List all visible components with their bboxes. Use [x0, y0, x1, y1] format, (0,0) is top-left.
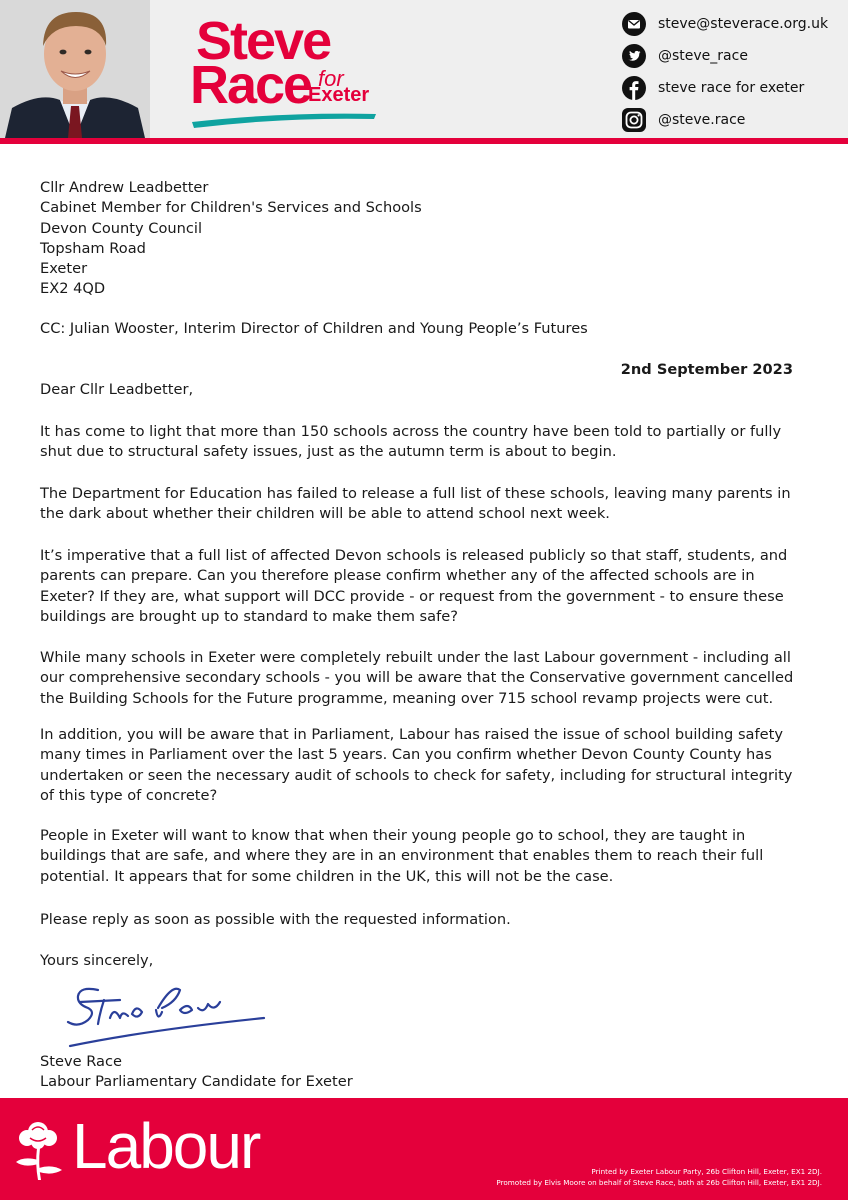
address-line: EX2 4QD: [40, 280, 106, 298]
imprint: [496, 1166, 822, 1188]
body-paragraph: In addition, you will be aware that in Parliament, Labour has raised the issue of school building safety many times in Parliament over the last 5 years. Can you confirm whether Devon County County has undertaken or seen the necessary audit of schools to check for safety, including for structural integrity of this type of concrete?: [40, 726, 793, 804]
body-paragraph: The Department for Education has failed to release a full list of these schools, leaving many parents in the dark about whether their children will be able to attend school next week.: [40, 485, 791, 523]
letter-date: 2nd September 2023: [620, 361, 793, 378]
contact-facebook-text: steve race for exeter: [658, 80, 805, 96]
address-line: Exeter: [40, 260, 88, 278]
facebook-icon: [622, 76, 646, 100]
campaign-logo: [190, 8, 420, 128]
contact-email-text: steve@steverace.org.uk: [658, 16, 829, 32]
address-line: Cabinet Member for Children's Services and Schools: [40, 199, 422, 217]
labour-rose-icon: [8, 1118, 72, 1182]
salutation: Dear Cllr Leadbetter,: [40, 381, 194, 398]
logo-city: Exeter: [308, 84, 370, 106]
labour-footer: [0, 1098, 848, 1200]
email-icon: [622, 12, 646, 36]
closing: Yours sincerely,: [40, 952, 154, 969]
body-paragraph: While many schools in Exeter were completely rebuilt under the last Labour government - including all our comprehensive secondary schools - you will be aware that the Conservative government cancelled the Building Schools for the Future programme, meaning over 715 school revamp projects were cut.: [40, 649, 794, 707]
logo-last-name: Race: [190, 55, 312, 115]
logo-for: for: [318, 66, 344, 91]
body-paragraph: It has come to light that more than 150 schools across the country have been told to partially or fully shut due to structural safety issues, just as the autumn term is about to begin.: [40, 423, 782, 461]
contact-twitter[interactable]: [622, 40, 842, 72]
signatory-name: Steve Race: [40, 1053, 122, 1070]
labour-wordmark: Labour: [72, 1110, 260, 1182]
body-paragraph: It’s imperative that a full list of affected Devon schools is released publicly so that staff, students, and parents can prepare. Can you therefore please confirm whether any of the affected schools are in Exeter? If they are, what support will DCC provide - or request from the government - to ensure these buildings are brought up to standard to make them safe?: [40, 547, 788, 625]
twitter-icon: [622, 44, 646, 68]
signatory-role: Labour Parliamentary Candidate for Exeter: [40, 1073, 353, 1090]
handwritten-signature: [58, 968, 278, 1054]
contact-twitter-text: @steve_race: [658, 48, 748, 64]
contact-list: [622, 8, 842, 136]
recipient-address: [40, 178, 810, 300]
contact-facebook[interactable]: [622, 72, 842, 104]
logo-swoosh-icon: [190, 108, 380, 130]
contact-instagram[interactable]: [622, 104, 842, 136]
body-paragraph: People in Exeter will want to know that when their young people go to school, they are taught in buildings that are safe, and where they are in an environment that enables them to reach their full potential. It appears that for some children in the UK, this will not be the case.: [40, 827, 764, 885]
imprint-line: Promoted by Elvis Moore on behalf of Steve Race, both at 26b Clifton Hill, Exeter, EX1 2DJ.: [496, 1178, 822, 1187]
body-paragraph: Please reply as soon as possible with the requested information.: [40, 911, 511, 928]
imprint-line: Printed by Exeter Labour Party, 26b Clifton Hill, Exeter, EX1 2DJ.: [591, 1167, 822, 1176]
contact-instagram-text: @steve.race: [658, 112, 746, 128]
logo-first-name: Steve: [196, 11, 331, 71]
instagram-icon: [622, 108, 646, 132]
cc-line: CC: Julian Wooster, Interim Director of Children and Young People’s Futures: [40, 320, 588, 337]
address-line: Devon County Council: [40, 219, 203, 237]
candidate-photo: [0, 0, 150, 138]
contact-email[interactable]: [622, 8, 842, 40]
address-line: Topsham Road: [40, 239, 146, 257]
header-divider: [0, 138, 848, 144]
address-line: Cllr Andrew Leadbetter: [40, 179, 209, 196]
letterhead-header: [0, 0, 848, 138]
